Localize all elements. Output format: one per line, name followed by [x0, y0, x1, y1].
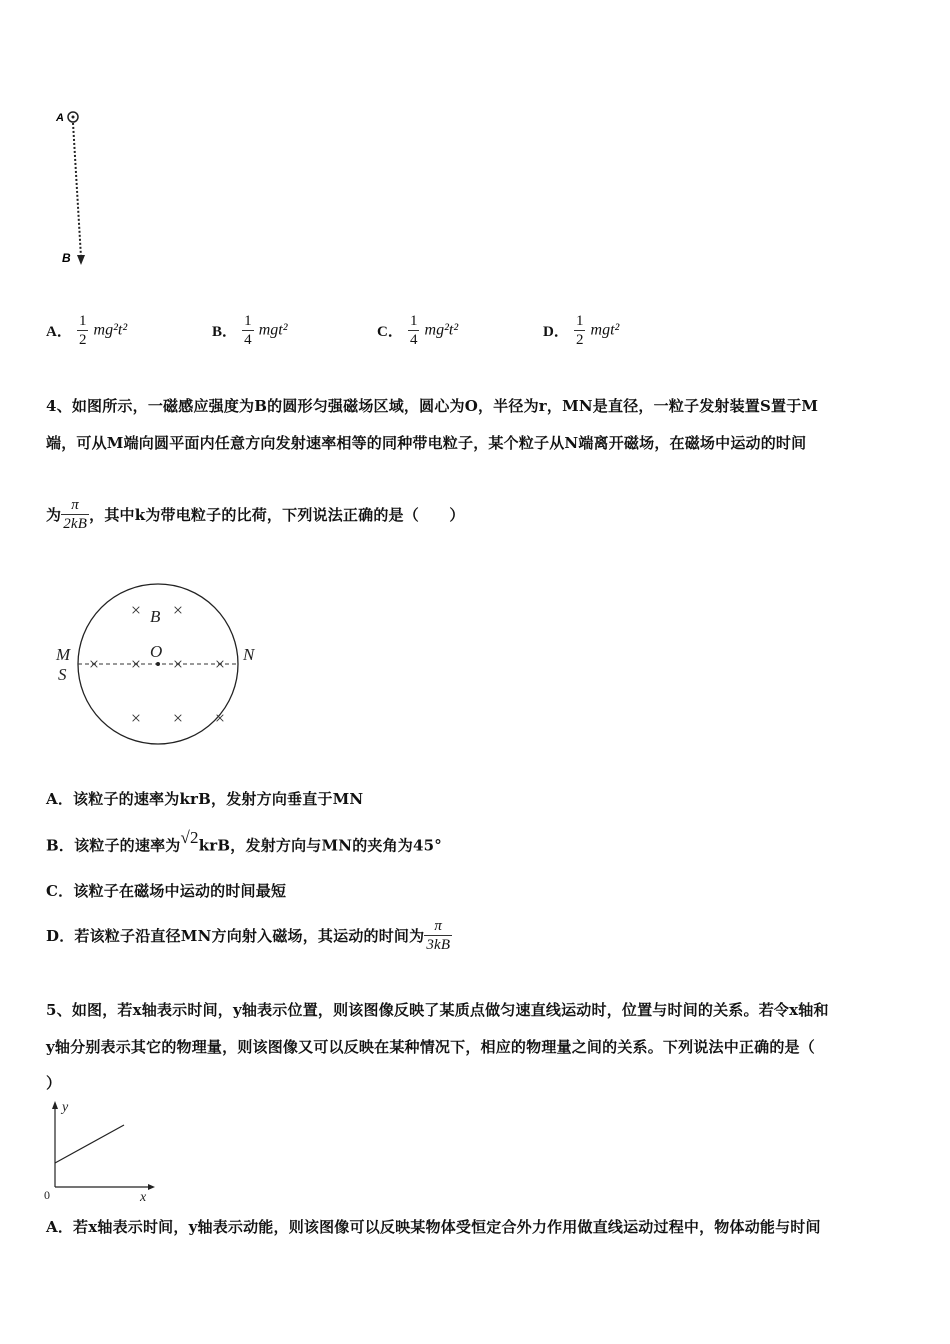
q3-option-d[interactable] — [543, 312, 619, 349]
fraction — [408, 312, 420, 349]
denominator: 4 — [244, 332, 252, 348]
option-label: B． — [212, 324, 238, 340]
ab-diagram — [50, 105, 100, 275]
q4-line-3-prefix: 为 — [46, 506, 62, 524]
q4-line-1: 4、如图所示，一磁感应强度为B的圆形匀强磁场区域，圆心为O，半径为r，MN是直径，一粒子发射装置S置于M — [46, 397, 819, 415]
q4-option-b[interactable] — [46, 828, 442, 856]
q4-option-a[interactable]: A．该粒子的速率为krB，发射方向垂直于MN — [46, 790, 364, 808]
option-d-prefix: D．若该粒子沿直径MN方向射入磁场，其运动的时间为 — [46, 927, 425, 945]
label-o: O — [150, 642, 163, 661]
numerator: 1 — [575, 313, 584, 329]
q4-option-c[interactable]: C．该粒子在磁场中运动的时间最短 — [46, 882, 287, 900]
x-axis-arrow-icon — [148, 1184, 155, 1190]
label-m: M — [56, 645, 71, 664]
cross-icon: × — [88, 654, 100, 674]
linear-graph — [40, 1095, 160, 1205]
expression: mgt² — [590, 321, 620, 339]
q4-line-3 — [46, 496, 465, 533]
numerator: π — [71, 497, 80, 513]
ab-path — [73, 123, 81, 257]
cross-icon: × — [130, 654, 142, 674]
q5-line-3: ） — [46, 1074, 62, 1092]
sqrt-two: √2 — [180, 828, 199, 847]
fraction — [574, 312, 586, 349]
q5-line-1: 5、如图，若x轴表示时间，y轴表示位置，则该图像反映了某质点做匀速直线运动时，位置与时间的关系。若令x轴和 — [46, 1001, 829, 1019]
denominator: 2 — [575, 332, 584, 348]
q5-option-a[interactable]: A．若x轴表示时间，y轴表示动能，则该图像可以反映某物体受恒定合外力作用做直线运动过程中，物体动能与时间 — [46, 1218, 821, 1236]
fraction — [61, 496, 89, 533]
y-axis-label: y — [62, 1100, 69, 1115]
q4-figure — [50, 578, 270, 753]
option-label: A． — [46, 324, 72, 340]
denominator: 4 — [409, 332, 418, 348]
numerator: π — [434, 918, 443, 934]
fraction — [242, 312, 254, 349]
x-axis-label: x — [140, 1190, 147, 1205]
y-axis-arrow-icon — [52, 1101, 58, 1109]
numerator: 1 — [78, 313, 87, 329]
q4-option-d[interactable] — [46, 917, 452, 954]
label-n: N — [243, 645, 255, 664]
origin-label: 0 — [44, 1188, 50, 1202]
cross-icon: × — [172, 708, 184, 728]
option-label: D． — [543, 324, 569, 340]
cross-icon: × — [172, 600, 184, 620]
label-a: A — [56, 112, 64, 124]
label-b: B — [62, 251, 71, 265]
fraction — [77, 312, 89, 349]
option-b-suffix: krB，发射方向与MN的夹角为45° — [198, 836, 442, 855]
cross-icon: × — [214, 708, 226, 728]
expression: mg²t² — [93, 321, 128, 339]
denominator: 2kB — [63, 516, 88, 532]
magnetic-field-diagram — [50, 578, 270, 753]
option-b-prefix: B．该粒子的速率为 — [46, 836, 181, 855]
expression: mg²t² — [424, 321, 459, 339]
cross-icon: × — [172, 654, 184, 674]
q3-option-b[interactable] — [212, 312, 288, 349]
fraction — [424, 917, 452, 954]
q5-line-2: y轴分别表示其它的物理量，则该图像又可以反映在某种情况下，相应的物理量之间的关系。下列说法中正确的是（ — [46, 1038, 815, 1056]
numerator: 1 — [244, 313, 252, 329]
q4-line-2: 端，可从M端向圆平面内任意方向发射速率相等的同种带电粒子，某个粒子从N端离开磁场，在磁场中运动的时间 — [46, 434, 807, 452]
cross-icon: × — [214, 654, 226, 674]
option-label: C． — [377, 324, 403, 340]
graph-line — [55, 1125, 124, 1163]
q4-line-3-suffix: ，其中k为带电粒子的比荷，下列说法正确的是（ ） — [89, 506, 465, 524]
denominator: 2 — [78, 332, 87, 348]
cross-icon: × — [130, 600, 142, 620]
label-s: S — [58, 665, 67, 684]
center-point — [156, 662, 160, 666]
q3-option-c[interactable] — [377, 312, 458, 349]
q3-option-a[interactable] — [46, 312, 127, 349]
figure-ab — [50, 105, 100, 275]
arrow-head — [77, 255, 85, 265]
numerator: 1 — [409, 313, 418, 329]
q5-graph — [40, 1095, 160, 1205]
cross-icon: × — [130, 708, 142, 728]
denominator: 3kB — [426, 937, 451, 953]
out-of-page-dot — [72, 116, 75, 119]
label-b: B — [150, 607, 161, 626]
expression: mgt² — [258, 321, 288, 339]
